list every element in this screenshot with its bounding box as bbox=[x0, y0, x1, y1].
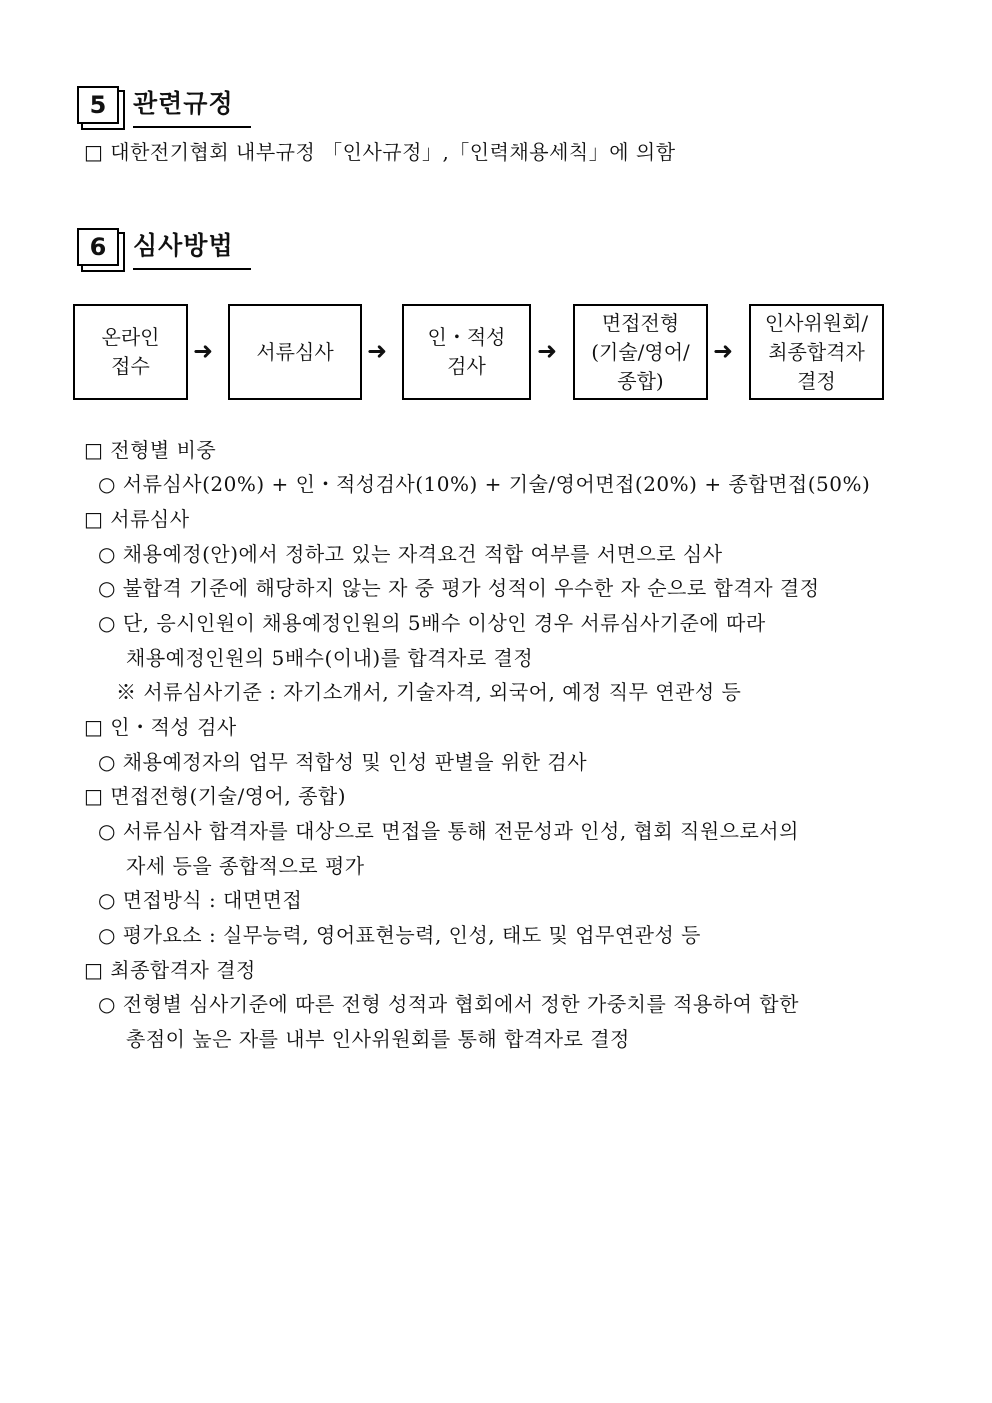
arrow-right-icon: ➜ bbox=[367, 337, 388, 365]
flow-step-document-screening bbox=[228, 304, 362, 400]
flow-step-online-application bbox=[73, 304, 188, 400]
bullet-continuation: 자세 등을 종합적으로 평가 bbox=[126, 854, 365, 878]
bullet-continuation: 총점이 높은 자를 내부 인사위원회를 통해 합격자로 결정 bbox=[126, 1027, 630, 1051]
note-item: ※ 서류심사기준 : 자기소개서, 기술자격, 외국어, 예정 직무 연관성 등 bbox=[116, 680, 742, 704]
flow-step-text: 접수 bbox=[111, 354, 150, 378]
flow-step-text: 서류심사 bbox=[256, 339, 334, 364]
bullet-item: ○ 단, 응시인원이 채용예정인원의 5배수 이상인 경우 서류심사기준에 따라 bbox=[98, 611, 766, 635]
flow-step-text: 최종합격자 bbox=[768, 339, 865, 364]
bullet-item: ○ 전형별 심사기준에 따른 전형 성적과 협회에서 정한 가중치를 적용하여 합한 bbox=[98, 992, 799, 1016]
section-5-heading bbox=[77, 84, 257, 132]
flow-step-text: 인사위원회/ bbox=[764, 310, 869, 335]
bullet-heading: □ 전형별 비중 bbox=[84, 438, 217, 462]
flow-step-text: 온라인 bbox=[101, 325, 160, 349]
arrow-right-icon: ➜ bbox=[537, 337, 558, 365]
bullet-item: ○ 채용예정자의 업무 적합성 및 인성 판별을 위한 검사 bbox=[98, 750, 588, 774]
flow-step-aptitude-test bbox=[402, 304, 531, 400]
bullet-heading: □ 인・적성 검사 bbox=[84, 715, 237, 739]
bullet-item: ○ 채용예정(안)에서 정하고 있는 자격요건 적합 여부를 서면으로 심사 bbox=[98, 542, 723, 566]
flow-step-text: 면접전형 bbox=[601, 310, 680, 335]
section-number-badge: 6 bbox=[77, 228, 119, 266]
bullet-heading: □ 면접전형(기술/영어, 종합) bbox=[84, 784, 347, 808]
bullet-item: ○ 불합격 기준에 해당하지 않는 자 중 평가 성적이 우수한 자 순으로 합격자 결정 bbox=[98, 576, 820, 600]
arrow-right-icon: ➜ bbox=[713, 337, 734, 365]
flow-step-text: 인・적성 bbox=[427, 325, 506, 349]
bullet-item: ○ 서류심사 합격자를 대상으로 면접을 통해 전문성과 인성, 협회 직원으로서의 bbox=[98, 819, 799, 843]
bullet-heading: □ 서류심사 bbox=[84, 507, 190, 531]
section-6-heading bbox=[77, 226, 257, 274]
flow-step-final-decision bbox=[749, 304, 884, 400]
flow-step-text: 종합) bbox=[617, 368, 664, 393]
bullet-item: ○ 서류심사(20%) + 인・적성검사(10%) + 기술/영어면접(20%) + 종합면접(50%) bbox=[98, 472, 871, 496]
flow-step-text: 결정 bbox=[797, 368, 836, 393]
flow-step-interview bbox=[573, 304, 708, 400]
regulation-text: □ 대한전기협회 내부규정 「인사규정」,「인력채용세칙」에 의함 bbox=[84, 140, 676, 164]
flow-step-text: (기술/영어/ bbox=[591, 339, 690, 364]
bullet-continuation: 채용예정인원의 5배수(이내)를 합격자로 결정 bbox=[126, 646, 534, 670]
flow-step-text: 검사 bbox=[447, 354, 486, 378]
section-title: 관련규정 bbox=[133, 84, 251, 128]
arrow-right-icon: ➜ bbox=[193, 337, 214, 365]
section-number-badge: 5 bbox=[77, 86, 119, 124]
section-title: 심사방법 bbox=[133, 226, 251, 270]
bullet-item: ○ 평가요소 : 실무능력, 영어표현능력, 인성, 태도 및 업무연관성 등 bbox=[98, 923, 701, 947]
bullet-item: ○ 면접방식 : 대면면접 bbox=[98, 888, 303, 912]
bullet-heading: □ 최종합격자 결정 bbox=[84, 958, 256, 982]
